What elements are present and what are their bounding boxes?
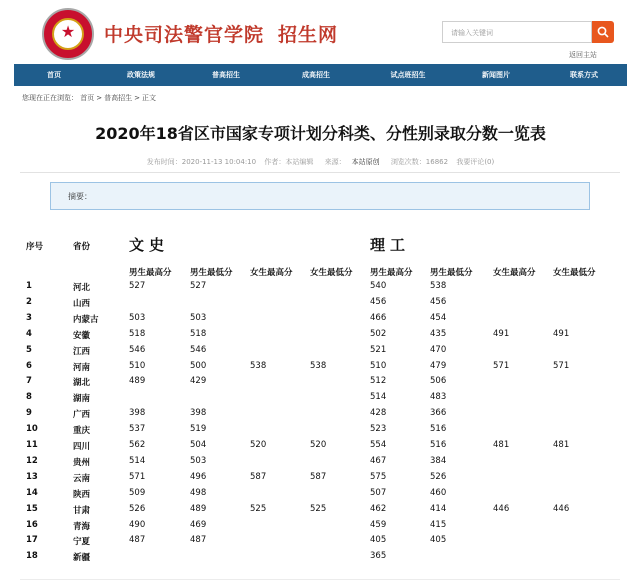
table-cell-li-male-max: 428 [370, 408, 387, 419]
logo-emblem [52, 18, 84, 50]
table-cell-wen-male-min: 398 [190, 408, 207, 419]
table-cell-li-male-max: 554 [370, 440, 387, 450]
table-cell-wen-female-max: 538 [250, 360, 267, 371]
table-cell-li-male-max: 456 [370, 296, 387, 307]
table-cell-wen-male-max: 562 [129, 440, 146, 450]
table-cell-row-seq: 11 [26, 440, 38, 450]
nav-policy[interactable]: 政策法规 [127, 71, 155, 79]
table-cell-wen-male-max: 526 [129, 503, 146, 514]
star-icon: ★ [60, 22, 76, 41]
table-cell-wen-male-min: 489 [190, 503, 207, 514]
table-cell-li-female-max: 446 [493, 503, 510, 514]
table-cell-row-province: 重庆 [73, 426, 91, 437]
table-cell-li-male-max: 540 [370, 281, 387, 291]
table-cell-row-seq: 12 [26, 455, 38, 466]
table-cell-wen-male-min: 496 [190, 471, 207, 482]
table-cell-li-male-min: 460 [430, 487, 447, 498]
site-name[interactable] [104, 20, 338, 47]
author: 作者：本站编辑 [264, 158, 314, 166]
table-cell-row-seq: 18 [26, 551, 38, 562]
table-cell-li-male-max: 467 [370, 455, 387, 466]
table-cell-wen-female-max: 525 [250, 503, 267, 514]
table-cell-wen-male-max: 503 [129, 312, 146, 323]
table-cell-row-province: 青海 [73, 521, 91, 532]
table-cell-li-male-max: 514 [370, 392, 387, 403]
table-cell-wen-male-min: 519 [190, 424, 207, 435]
table-cell-wen-male-min: 429 [190, 376, 207, 387]
table-cell-li-female-max: 491 [493, 328, 510, 339]
sub-header: 男生最高分 [370, 268, 413, 278]
table-cell-li-male-min: 415 [430, 519, 447, 530]
table-cell-row-seq: 15 [26, 503, 38, 514]
table-cell-li-male-max: 575 [370, 471, 387, 482]
table-cell-wen-male-min: 498 [190, 487, 207, 498]
table-cell-li-male-min: 456 [430, 296, 447, 307]
publish-time: 发布时间：2020-11-13 10:04:10 [146, 158, 257, 166]
table-cell-row-province: 广西 [73, 410, 91, 421]
table-cell-li-female-min: 481 [553, 440, 570, 450]
site-header [0, 0, 641, 64]
table-cell-wen-male-max: 398 [129, 408, 146, 419]
table-cell-li-female-min: 571 [553, 360, 570, 371]
summary-box [50, 182, 590, 210]
breadcrumb-separator: > [134, 94, 140, 102]
table-cell-wen-male-max: 490 [129, 519, 146, 530]
table-cell-row-province: 江西 [73, 346, 91, 357]
table-cell-wen-male-max: 489 [129, 376, 146, 387]
table-cell-wen-female-min: 587 [310, 471, 327, 482]
table-cell-row-seq: 8 [26, 392, 32, 403]
table-cell-row-seq: 17 [26, 535, 38, 546]
table-cell-row-seq: 10 [26, 424, 38, 435]
sub-header: 女生最低分 [310, 268, 353, 278]
table-cell-wen-male-min: 469 [190, 519, 207, 530]
table-cell-wen-male-max: 571 [129, 471, 146, 482]
table-cell-li-male-min: 506 [430, 376, 447, 387]
table-cell-li-male-max: 365 [370, 551, 387, 562]
table-cell-wen-male-min: 504 [190, 440, 207, 450]
table-cell-li-male-max: 462 [370, 503, 387, 514]
table-cell-wen-male-min: 503 [190, 455, 207, 466]
table-cell-li-male-min: 526 [430, 471, 447, 482]
search-button[interactable] [592, 21, 614, 43]
table-cell-wen-female-min: 525 [310, 503, 327, 514]
breadcrumb-prefix: 您现在正在浏览： [22, 94, 78, 102]
table-cell-li-male-min: 516 [430, 440, 447, 450]
table-cell-li-male-max: 466 [370, 312, 387, 323]
search-input[interactable] [442, 21, 592, 43]
group-header-liberal-arts: 文史 [129, 236, 170, 254]
table-cell-row-province: 宁夏 [73, 537, 91, 548]
table-cell-wen-female-min: 538 [310, 360, 327, 371]
table-cell-row-province: 贵州 [73, 457, 91, 468]
table-cell-wen-male-min: 503 [190, 312, 207, 323]
breadcrumb-current: 正文 [141, 94, 156, 102]
nav-home[interactable]: 首页 [47, 71, 61, 79]
home-link[interactable]: 返回主站 [569, 51, 597, 59]
table-cell-li-male-max: 521 [370, 344, 387, 355]
search-placeholder: 请输入关键词 [451, 29, 493, 37]
table-cell-row-province: 甘肃 [73, 505, 91, 516]
table-cell-li-female-max: 571 [493, 360, 510, 371]
table-cell-li-male-max: 507 [370, 487, 387, 498]
table-cell-row-province: 安徽 [73, 330, 91, 341]
college-logo[interactable] [42, 8, 94, 60]
table-cell-wen-male-max: 527 [129, 281, 146, 291]
table-cell-li-male-min: 479 [430, 360, 447, 371]
sub-header: 男生最低分 [190, 268, 233, 278]
table-cell-li-male-min: 470 [430, 344, 447, 355]
table-cell-li-female-max: 481 [493, 440, 510, 450]
table-cell-li-male-max: 510 [370, 360, 387, 371]
main-nav [14, 64, 627, 86]
comment-link[interactable]: 我要评论(0) [456, 158, 495, 166]
breadcrumb-separator: > [96, 94, 103, 102]
table-cell-li-male-max: 459 [370, 519, 387, 530]
table-cell-row-seq: 7 [26, 376, 32, 387]
nav-pilot-class[interactable]: 试点班招生 [390, 71, 426, 79]
table-cell-li-male-max: 523 [370, 424, 387, 435]
col-header-province: 省份 [73, 242, 91, 252]
table-cell-wen-male-max: 537 [129, 424, 146, 435]
breadcrumb-home[interactable]: 首页 [80, 94, 95, 102]
sub-header: 女生最高分 [493, 268, 536, 278]
table-cell-row-seq: 6 [26, 360, 32, 371]
sub-header: 女生最低分 [553, 268, 596, 278]
summary-label: 摘要： [68, 192, 92, 201]
table-cell-wen-male-min: 487 [190, 535, 207, 546]
table-cell-li-male-min: 538 [430, 281, 447, 291]
table-cell-row-province: 四川 [73, 442, 91, 452]
source-value: 本站原创 [351, 158, 380, 166]
table-cell-row-seq: 14 [26, 487, 38, 498]
table-cell-row-province: 河南 [73, 362, 91, 373]
sub-header: 女生最高分 [250, 268, 293, 278]
table-cell-wen-male-max: 509 [129, 487, 146, 498]
table-cell-wen-male-min: 527 [190, 281, 207, 291]
table-cell-li-male-min: 435 [430, 328, 447, 339]
table-cell-row-seq: 16 [26, 519, 38, 530]
search-icon [597, 26, 609, 38]
breadcrumb [22, 93, 156, 103]
table-cell-wen-female-max: 520 [250, 440, 267, 450]
table-cell-wen-male-max: 546 [129, 344, 146, 355]
table-cell-li-male-min: 414 [430, 503, 447, 514]
table-cell-row-seq: 13 [26, 471, 38, 482]
article-title: 2020年18省区市国家专项计划分科类、分性别录取分数一览表 [95, 124, 546, 143]
site-title: 中央司法警官学院 [104, 24, 265, 46]
nav-adult-admission[interactable]: 成高招生 [302, 71, 330, 79]
table-cell-li-male-min: 483 [430, 392, 447, 403]
table-cell-row-seq: 1 [26, 281, 32, 291]
group-header-science: 理工 [370, 236, 411, 254]
table-cell-li-male-max: 405 [370, 535, 387, 546]
table-cell-row-seq: 9 [26, 408, 32, 419]
sub-header: 男生最低分 [430, 268, 473, 278]
table-cell-li-male-min: 366 [430, 408, 447, 419]
nav-contact[interactable]: 联系方式 [570, 71, 598, 79]
table-cell-row-province: 陕西 [73, 489, 91, 500]
table-cell-row-province: 新疆 [73, 553, 91, 564]
table-cell-li-male-min: 384 [430, 455, 447, 466]
source [322, 158, 383, 166]
table-cell-row-seq: 5 [26, 344, 32, 355]
table-cell-li-male-min: 454 [430, 312, 447, 323]
table-cell-wen-female-min: 520 [310, 440, 327, 450]
table-cell-row-seq: 4 [26, 328, 32, 339]
view-count: 浏览次数：16862 [390, 158, 449, 166]
table-cell-row-province: 山西 [73, 298, 91, 309]
table-cell-li-female-min: 491 [553, 328, 570, 339]
site-subtitle: 招生网 [278, 24, 339, 46]
article-meta [0, 157, 641, 167]
breadcrumb-regular-admission[interactable]: 普高招生 [104, 94, 133, 102]
table-cell-wen-male-min: 518 [190, 328, 207, 339]
table-cell-wen-female-max: 587 [250, 471, 267, 482]
table-cell-row-seq: 3 [26, 312, 32, 323]
divider [20, 579, 620, 580]
source-label: 来源： [324, 158, 346, 166]
table-cell-wen-male-max: 518 [129, 328, 146, 339]
table-cell-row-province: 湖南 [73, 394, 91, 405]
table-cell-wen-male-max: 514 [129, 455, 146, 466]
table-cell-row-province: 河北 [73, 283, 91, 293]
table-cell-wen-male-max: 487 [129, 535, 146, 546]
table-cell-li-male-min: 516 [430, 424, 447, 435]
col-header-seq: 序号 [26, 242, 44, 252]
table-cell-row-province: 云南 [73, 473, 91, 484]
sub-header: 男生最高分 [129, 268, 172, 278]
table-cell-wen-male-min: 500 [190, 360, 207, 371]
table-cell-li-male-min: 405 [430, 535, 447, 546]
table-cell-row-province: 湖北 [73, 378, 91, 389]
nav-regular-admission[interactable]: 普高招生 [212, 71, 240, 79]
table-cell-wen-male-min: 546 [190, 344, 207, 355]
table-cell-row-province: 内蒙古 [73, 314, 99, 325]
table-cell-wen-male-max: 510 [129, 360, 146, 371]
divider [20, 172, 620, 173]
nav-news-photos[interactable]: 新闻图片 [482, 71, 510, 79]
table-cell-li-male-max: 502 [370, 328, 387, 339]
table-cell-li-female-min: 446 [553, 503, 570, 514]
table-cell-li-male-max: 512 [370, 376, 387, 387]
table-cell-row-seq: 2 [26, 296, 32, 307]
